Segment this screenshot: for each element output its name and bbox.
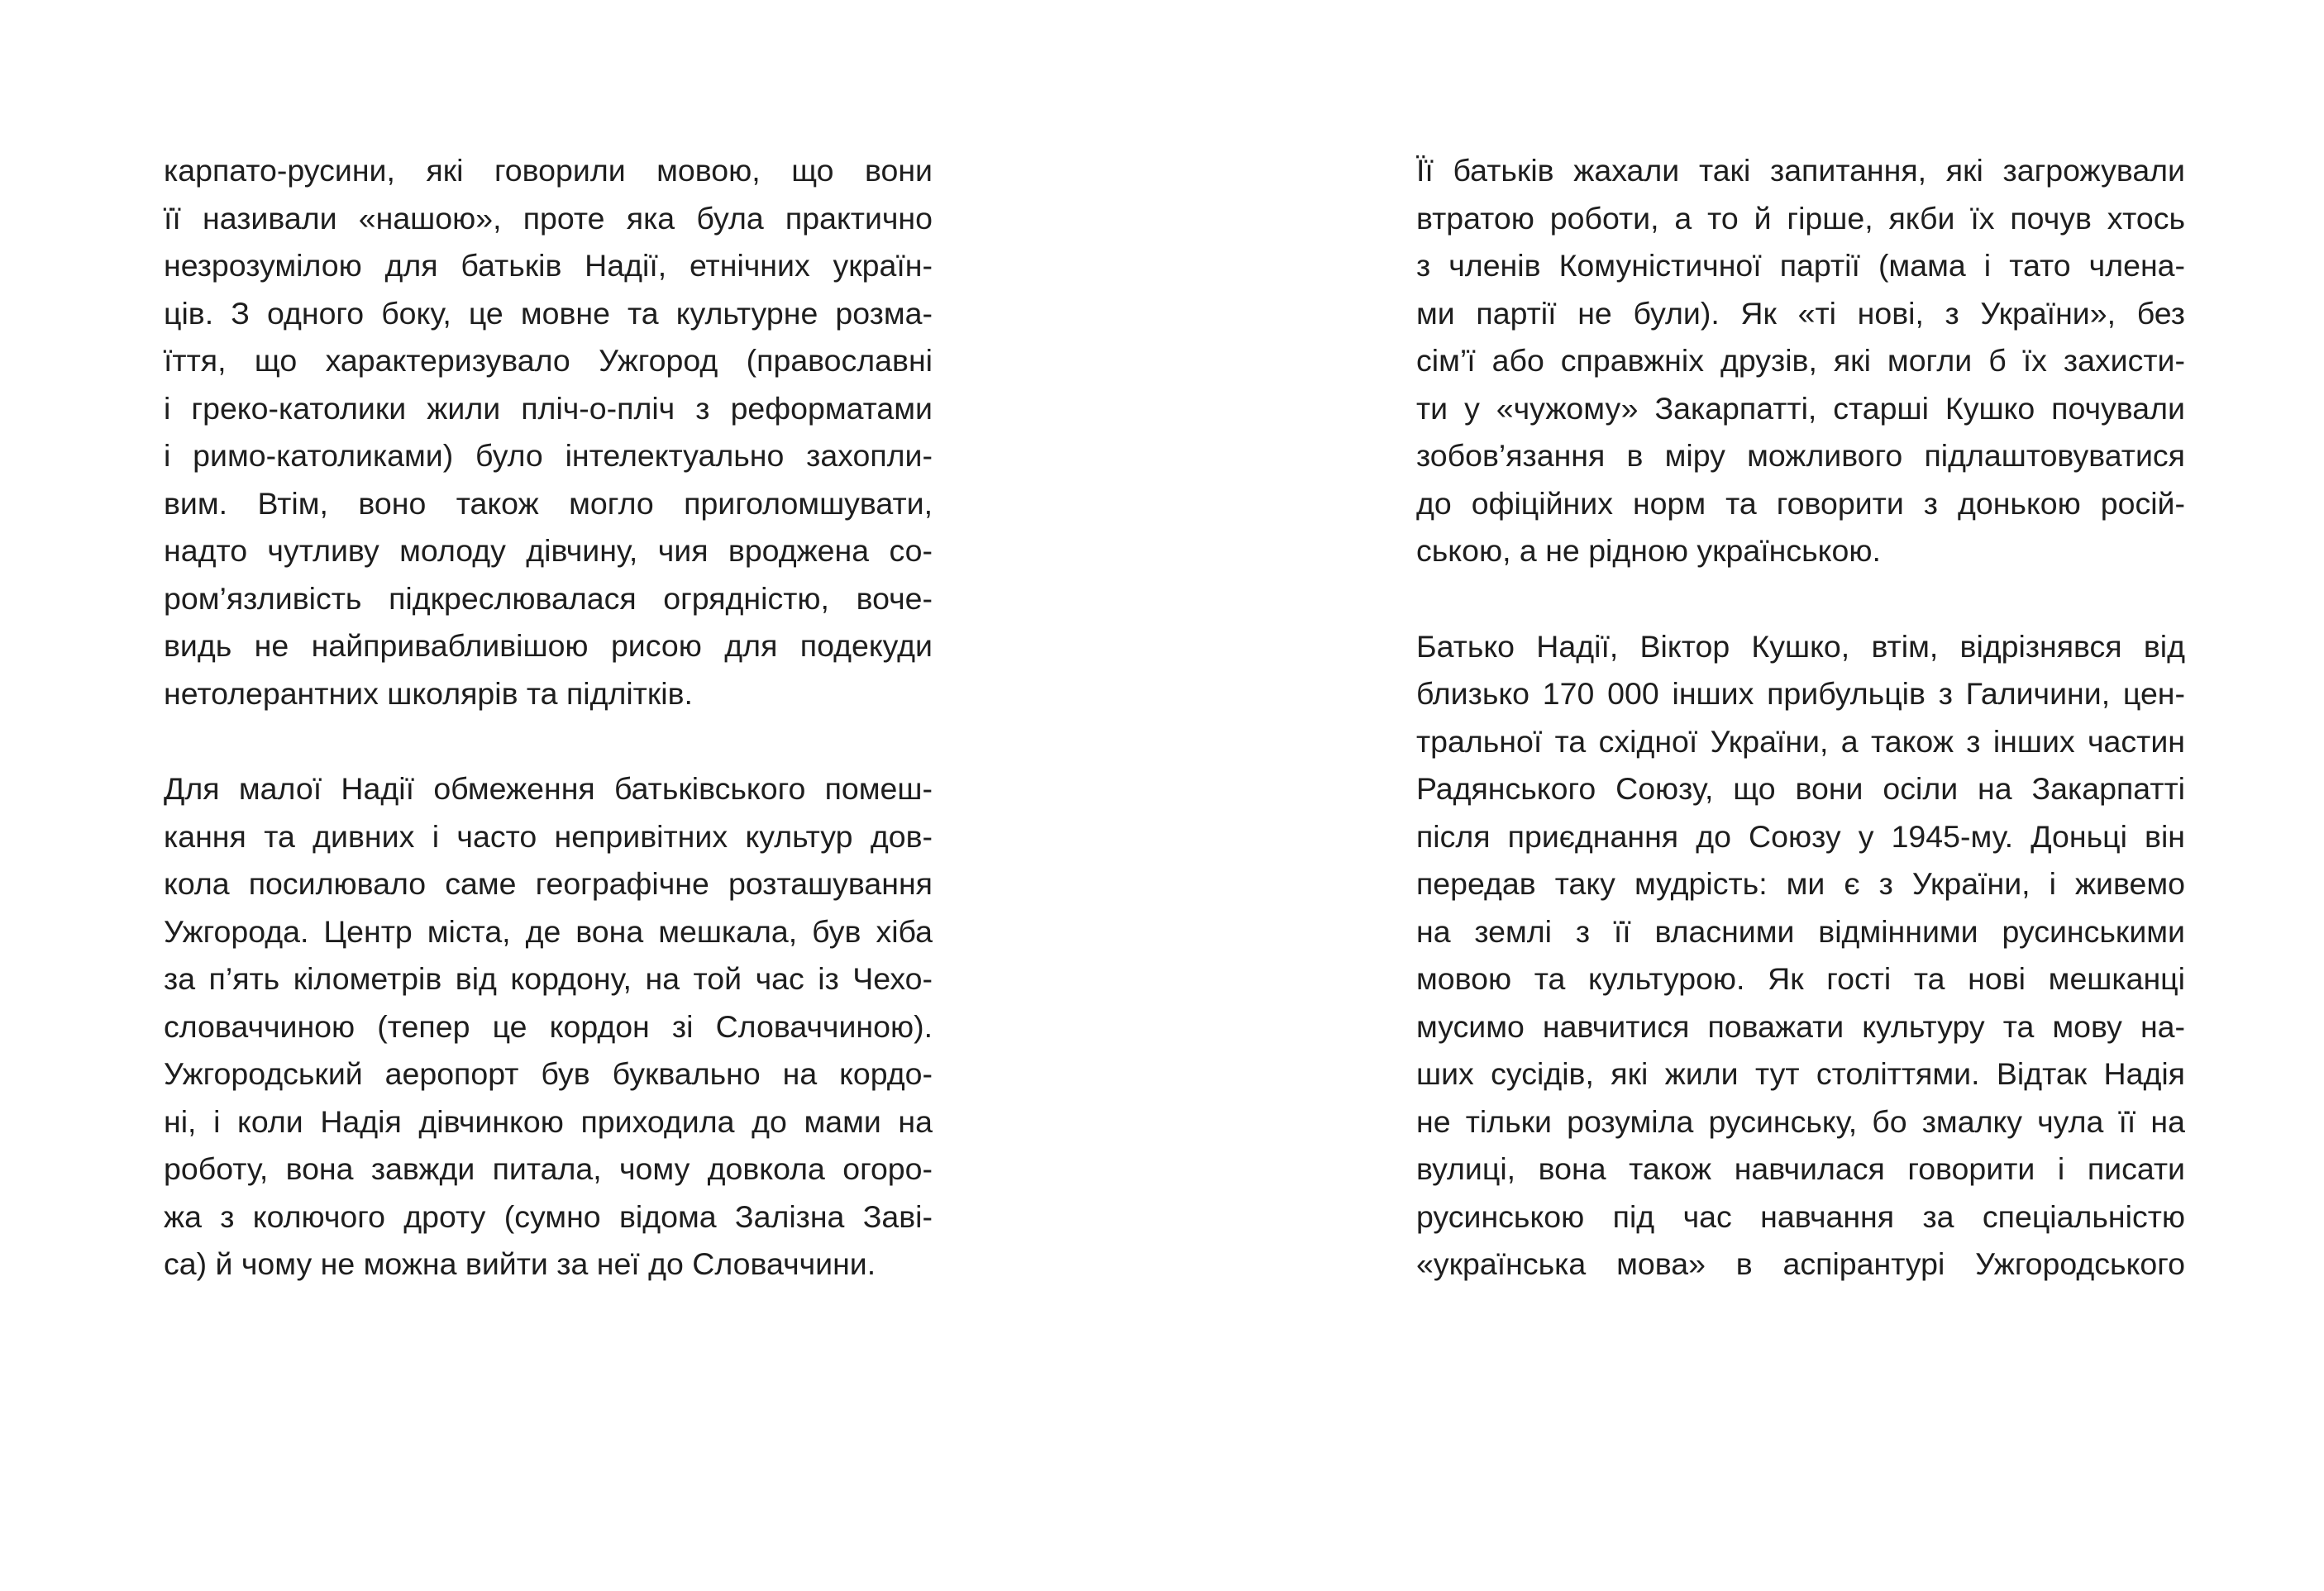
text-line: не тільки розуміла русинську, бо змалку чула її на [1416,1103,2185,1139]
text-line: словаччиною (тепер це кордон зі Словаччиною). [164,1008,933,1044]
text-line: Ужгорода. Центр міста, де вона мешкала, був хіба [164,913,933,949]
text-line: видь не найпривабливішою рисою для подекуди [164,628,933,663]
text-line: ців. З одного боку, це мовне та культурне розма- [164,295,933,331]
text-line: близько 170 000 інших прибульців з Галичини, цен- [1416,676,2185,711]
right-page [1162,0,2324,1591]
text-line: передав таку мудрість: ми є з України, і живемо [1416,866,2185,901]
text-line: вулиці, вона також навчилася говорити і писати [1416,1151,2185,1186]
paragraph [1416,147,2185,575]
text-line: кола посилювало саме географічне розташування [164,866,933,901]
text-line: тральної та східної України, а також з інших частин [1416,723,2185,759]
text-line: після приєднання до Союзу у 1945-му. Доньці він [1416,818,2185,854]
text-line: зобов’язання в міру можливого підлаштовуватися [1416,438,2185,473]
text-line: і греко-католики жили пліч-о-пліч з реформатами [164,390,933,426]
text-line: сім’ї або справжніх друзів, які могли б їх захисти- [1416,343,2185,378]
text-line: ших сусідів, які жили тут століттями. Відтак Надія [1416,1056,2185,1091]
text-line: Її батьків жахали такі запитання, які загрожували [1416,153,2185,188]
text-line: на землі з її власними відмінними русинськими [1416,913,2185,949]
left-text-column [164,147,933,1289]
text-line: Батько Надії, Віктор Кушко, втім, відрізнявся від [1416,628,2185,664]
paragraph [1416,623,2185,1289]
text-line: її називали «нашою», проте яка була практично [164,200,933,236]
text-line: жа з колючого дроту (сумно відома Залізна Зaві- [164,1198,933,1234]
text-line: Для малої Надії обмеження батьківського помеш- [164,771,933,806]
text-line: за п’ять кілометрів від кордону, на той час із Чехо- [164,961,933,996]
text-line: і римо-католиками) було інтелектуально захопли- [164,438,933,473]
text-line: втратою роботи, а то й гірше, якби їх почув хтось [1416,200,2185,236]
text-line: Радянського Союзу, що вони осіли на Закарпатті [1416,771,2185,806]
text-line: незрозумілою для батьків Надії, етнічних україн- [164,248,933,283]
text-line: ми партії не були). Як «ті нові, з України», без [1416,295,2185,331]
text-line: ром’язливість підкреслювалася огрядністю, воче- [164,580,933,616]
text-line: ні, і коли Надія дівчинкою приходила до мами на [164,1103,933,1139]
text-line: Ужгородський аеропорт був буквально на кордо- [164,1056,933,1091]
text-line: ською, а не рідною українською. [1416,533,1881,568]
right-text-column [1416,147,2185,1289]
text-line: ти у «чужому» Закарпатті, старші Кушко почували [1416,390,2185,426]
text-line: їття, що характеризувало Ужгород (православні [164,343,933,378]
text-line: са) й чому не можна вийти за неї до Словаччини. [164,1246,876,1281]
text-line: вим. Втім, воно також могло приголомшувати, [164,485,933,521]
text-line: мусимо навчитися поважати культуру та мову на- [1416,1008,2185,1044]
paragraph [164,765,933,1289]
text-line: нетолерантних школярів та підлітків. [164,675,693,711]
text-line: надто чутливу молоду дівчину, чия вроджена со- [164,533,933,568]
text-line: кання та дивних і часто непривітних культур дов- [164,818,933,854]
paragraph [164,147,933,717]
text-line: до офіційних норм та говорити з донькою росій- [1416,485,2185,521]
text-line: з членів Комуністичної партії (мама і тато члена- [1416,248,2185,283]
text-line: роботу, вона завжди питала, чому довкола огоро- [164,1151,933,1186]
text-line: карпато-русини, які говорили мовою, що вони [164,153,933,188]
text-line: мовою та культурою. Як гості та нові мешканці [1416,961,2185,996]
text-line: «українська мова» в аспірантурі Ужгородського [1416,1246,2185,1281]
text-line: русинською під час навчання за спеціальністю [1416,1198,2185,1234]
